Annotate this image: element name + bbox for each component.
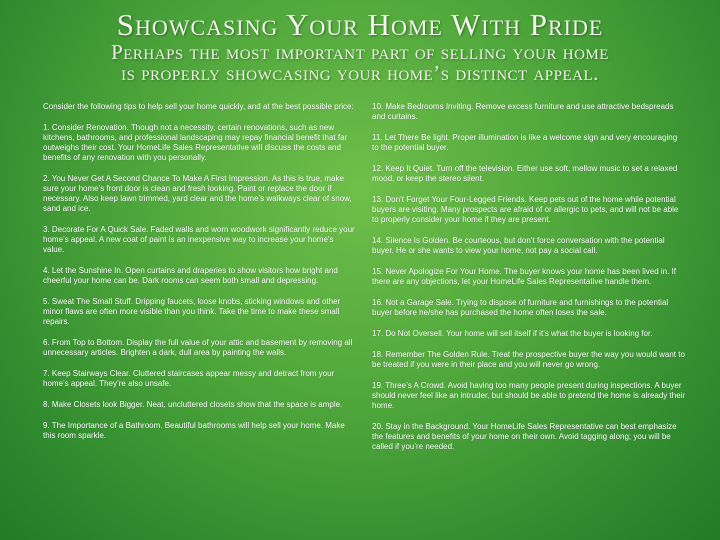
tip-11: 11. Let There Be light. Proper illumination is like a welcome sign and very encouraging to the potential buyer. — [372, 133, 678, 152]
tip-7: 7. Keep Stairways Clear. Cluttered staircases appear messy and detract from your home’s appeal. They’re also unsafe. — [43, 369, 335, 388]
tip-17: 17. Do Not Oversell. Your home will sell itself if it’s what the buyer is looking for. — [372, 329, 653, 338]
right-tips-column — [372, 102, 686, 463]
tip-14: 14. Silence Is Golden. Be courteous, but don’t force conversation with the potential buyer. He or she wants to view your home, not pay a social call. — [372, 236, 665, 255]
tip-3: 3. Decorate For A Quick Sale. Faded walls and worn woodwork significantly reduce your home’s appeal. A new coat of paint is an inexpensive way to increase your home’s value. — [43, 225, 355, 254]
page-title: Showcasing Your Home With Pride — [116, 7, 604, 42]
tip-1: 1. Consider Renovation. Though not a necessity, certain renovations, such as new kitchens, bathrooms, and professional landscaping may repay financial benefit that far outweighs their cost. Your HomeLife Sales Representative will discuss the costs and benefits of any renovation with you personally. — [43, 123, 348, 162]
tip-5: 5. Sweat The Small Stuff. Dripping faucets, loose knobs, sticking windows and other minor flaws are often more visible than you think. Take the time to make these small repairs. — [43, 297, 341, 326]
tip-18: 18. Remember The Golden Rule. Treat the prospective buyer the way you would want to be treated if you were in their place and you will never go wrong. — [372, 350, 685, 369]
tip-12: 12. Keep It Quiet. Turn off the television. Either use soft, mellow music to set a relaxed mood, or keep the stereo silent. — [372, 164, 678, 183]
tip-9: 9. The Importance of a Bathroom. Beautiful bathrooms will help sell your home. Make this room sparkle. — [43, 421, 345, 440]
tip-20: 20. Stay in the Background. Your HomeLife Sales Representative can best emphasize the features and benefits of your home on their own. Avoid tagging along; you will be called if you’re needed. — [372, 422, 677, 451]
subtitle-line-2: is properly showcasing your home’s distinct appeal. — [121, 61, 599, 85]
tip-10: 10. Make Bedrooms Inviting. Remove excess furniture and use attractive bedspreads and curtains. — [372, 102, 674, 121]
tip-19: 19. Three’s A Crowd. Avoid having too many people present during inspections. A buyer should never feel like an intruder, but should be able to pretend the home is already their home. — [372, 381, 686, 410]
tip-15: 15. Never Apologize For Your Home. The buyer knows your home has been lived in. If there are any objections, let your HomeLife Sales Representative handle them. — [372, 267, 677, 286]
tip-13: 13. Don’t Forget Your Four-Legged Friends. Keep pets out of the home while potential buyers are visiting. Many prospects are afraid of or allergic to pets, and will not be able to properly consider your home if they are present. — [372, 195, 679, 224]
left-tips-column — [43, 102, 357, 452]
subtitle-line-1: Perhaps the most important part of selling your home — [111, 40, 609, 64]
intro-paragraph: Consider the following tips to help sell your home quickly, and at the best possible price: — [43, 102, 354, 111]
tip-16: 16. Not a Garage Sale. Trying to dispose of furniture and furnishings to the potential buyer before he/she has purchased the home often loses the sale. — [372, 298, 669, 317]
page-subtitle — [0, 42, 720, 84]
tip-2: 2. You Never Get A Second Chance To Make A First Impression. As this is true, make sure your home’s front door is clean and fresh looking. Paint or replace the door if necessary. Also keep lawn trimmed, yard clear and the home’s walkways clear of snow, sand and ice. — [43, 174, 352, 213]
tip-6: 6. From Top to Bottom. Display the full value of your attic and basement by removing all unnecessary articles. Brighten a dark, dull area by painting the walls. — [43, 338, 353, 357]
tip-4: 4. Let the Sunshine In. Open curtains and draperies to show visitors how bright and cheerful your home can be. Dark rooms can seem both small and depressing. — [43, 266, 338, 285]
tip-8: 8. Make Closets look Bigger. Neat, uncluttered closets show that the space is ample. — [43, 400, 343, 409]
